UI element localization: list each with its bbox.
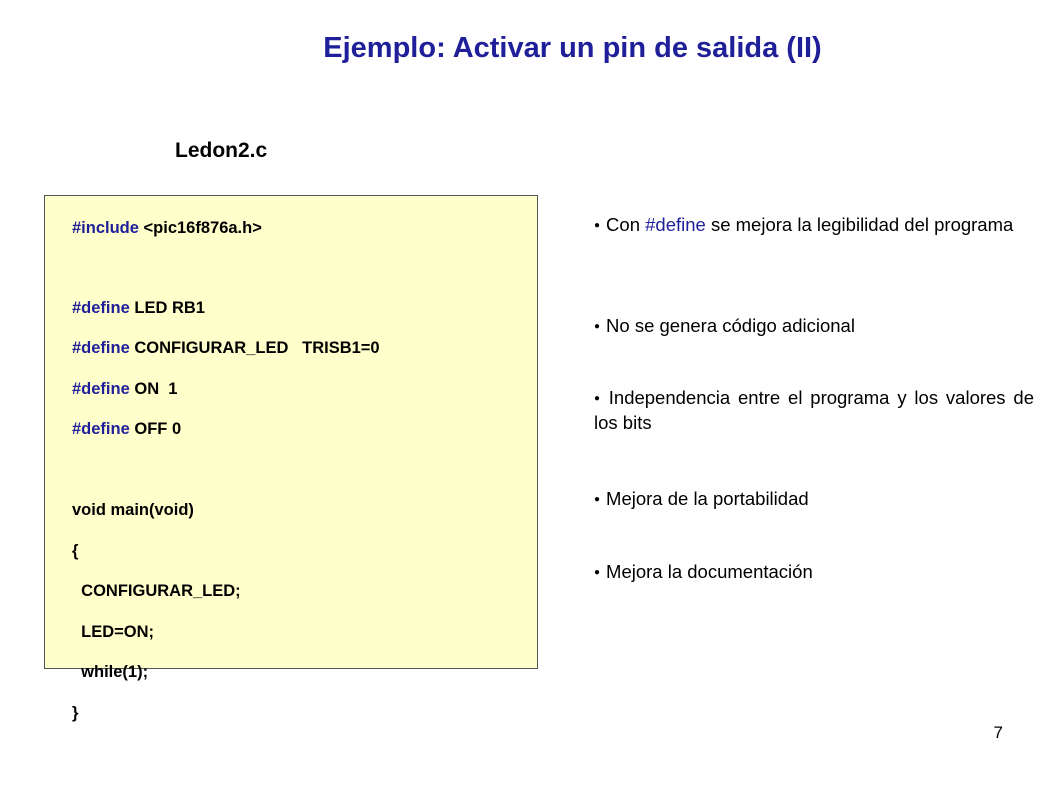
bullet-dot-icon: ● xyxy=(594,321,601,332)
code-keyword: #include xyxy=(72,219,139,237)
code-keyword: #define xyxy=(72,339,130,357)
bullet-item: ● Con #define se mejora la legibilidad del programa xyxy=(594,214,1014,235)
code-keyword: #define xyxy=(72,420,130,438)
bullet-item: ● Mejora de la portabilidad xyxy=(594,488,809,509)
code-text: CONFIGURAR_LED TRISB1=0 xyxy=(129,339,380,357)
bullet-dot-icon: ● xyxy=(594,567,601,578)
bullet-dot-icon: ● xyxy=(594,393,603,404)
code-text: LED RB1 xyxy=(129,299,205,317)
code-line-close-brace: } xyxy=(72,704,79,722)
code-line-open-brace: { xyxy=(72,542,79,560)
page-number: 7 xyxy=(993,723,1003,742)
code-text: OFF 0 xyxy=(129,420,182,438)
code-line-define-configurar xyxy=(72,338,380,358)
code-line-include xyxy=(72,218,262,238)
code-line-define-on xyxy=(72,379,177,399)
bullet-dot-icon: ● xyxy=(594,494,601,505)
code-line-define-led xyxy=(72,298,205,318)
code-line-while: while(1); xyxy=(72,663,149,681)
code-line-define-off xyxy=(72,419,181,439)
bullet-dot-icon: ● xyxy=(594,220,601,231)
file-name-label: Ledon2.c xyxy=(175,139,268,162)
code-keyword: #define xyxy=(72,299,130,317)
bullet-item: ● Mejora la documentación xyxy=(594,561,813,582)
code-line-configurar-call: CONFIGURAR_LED; xyxy=(72,582,241,600)
code-line-led-on: LED=ON; xyxy=(72,623,155,641)
bullet-item: ● Independencia entre el programa y los valores de los bits xyxy=(594,387,1034,433)
code-text: ON 1 xyxy=(129,380,178,398)
highlight-keyword: #define xyxy=(645,214,706,235)
code-text: <pic16f876a.h> xyxy=(138,219,262,237)
slide-title: Ejemplo: Activar un pin de salida (II) xyxy=(323,32,822,64)
code-line-main: void main(void) xyxy=(72,501,194,519)
bullet-item: ● No se genera código adicional xyxy=(594,315,855,336)
code-keyword: #define xyxy=(72,380,130,398)
